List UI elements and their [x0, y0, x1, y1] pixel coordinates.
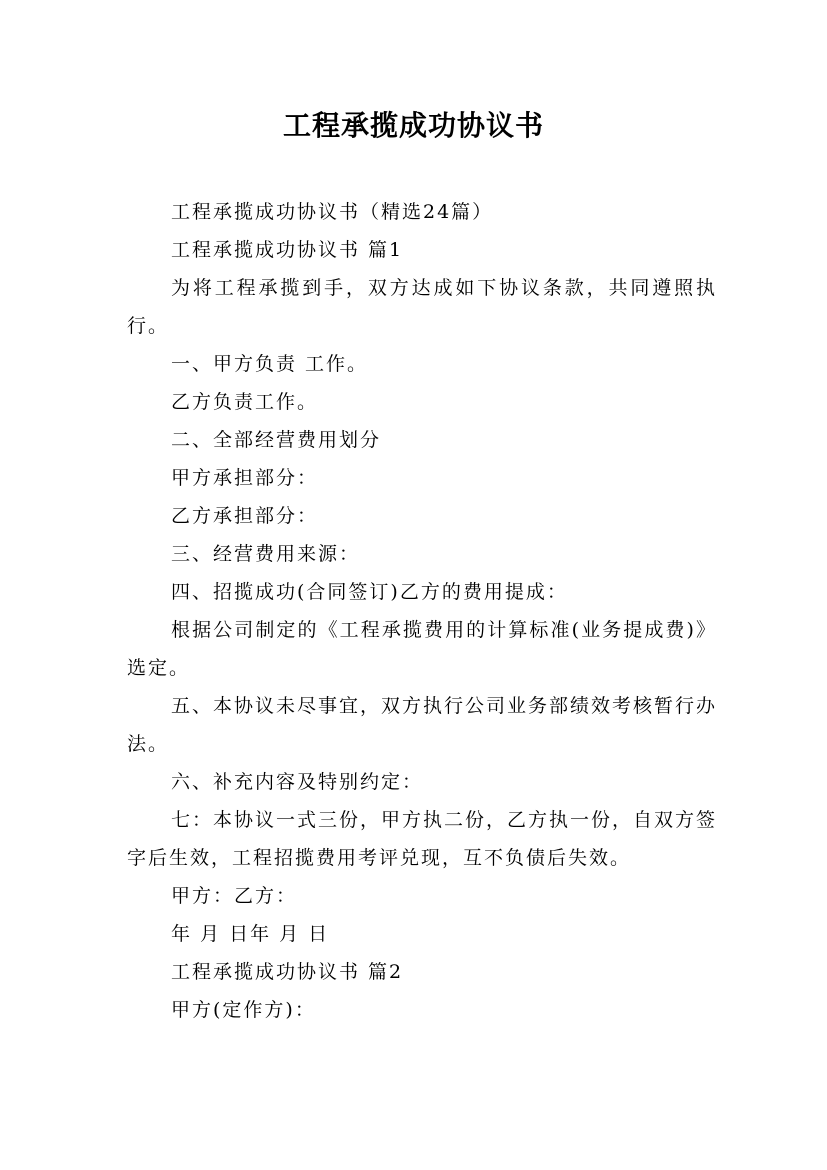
paragraph: 乙方负责工作。: [171, 391, 319, 413]
paragraph: 工程承揽成功协议书 篇2: [171, 961, 404, 983]
paragraph: 七：本协议一式三份，甲方执二份，乙方执一份，自双方签字后生效，工程招揽费用考评兑现，互不负债后失效。: [127, 809, 718, 869]
paragraph: 甲方承担部分：: [171, 467, 319, 489]
paragraph: 五、本协议未尽事宜，双方执行公司业务部绩效考核暂行办法。: [127, 695, 718, 755]
paragraph: 一、甲方负责 工作。: [171, 353, 369, 375]
document-body: [127, 193, 717, 1029]
paragraph: 六、补充内容及特别约定：: [171, 771, 424, 793]
document-title: 工程承揽成功协议书: [282, 109, 544, 142]
paragraph: 甲方：乙方：: [171, 885, 298, 907]
paragraph: 三、经营费用来源：: [171, 543, 361, 565]
paragraph: 根据公司制定的《工程承揽费用的计算标准(业务提成费)》选定。: [127, 619, 717, 679]
paragraph: 四、招揽成功(合同签订)乙方的费用提成：: [171, 581, 568, 603]
paragraph: 工程承揽成功协议书 篇1: [171, 239, 404, 261]
paragraph: 二、全部经营费用划分: [171, 429, 382, 451]
paragraph: 甲方(定作方)：: [171, 999, 316, 1021]
paragraph: 年 月 日年 月 日: [171, 923, 330, 945]
paragraph: 乙方承担部分：: [171, 505, 319, 527]
paragraph: 工程承揽成功协议书（精选24篇）: [171, 201, 494, 223]
paragraph: 为将工程承揽到手，双方达成如下协议条款，共同遵照执行。: [127, 277, 717, 337]
